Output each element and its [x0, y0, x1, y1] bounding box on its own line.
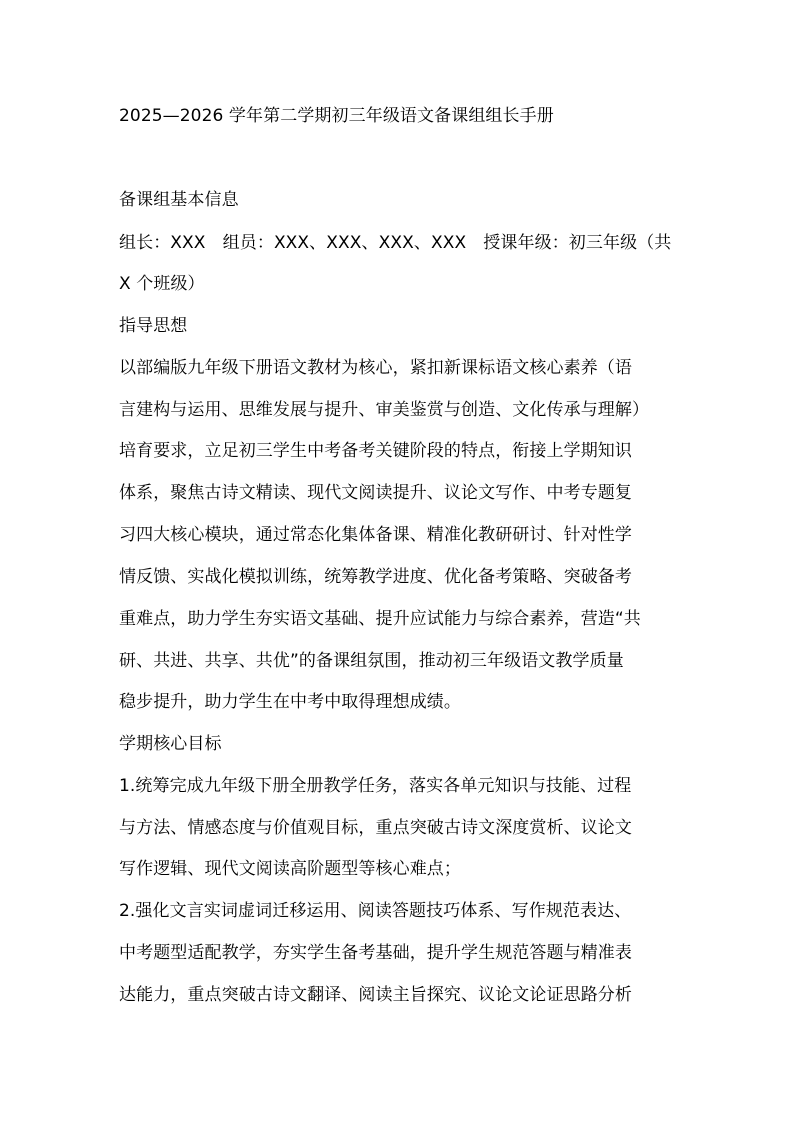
goals-line: 与方法、情感态度与价值观目标，重点突破古诗文深度赏析、议论文 [119, 818, 632, 838]
basic-info-heading: 备课组基本信息 [119, 190, 239, 210]
document-title: 2025—2026 学年第二学期初三年级语文备课组组长手册 [119, 106, 554, 126]
guiding-heading: 指导思想 [119, 316, 188, 336]
basic-info-line: 组长：XXX 组员：XXX、XXX、XXX、XXX 授课年级：初三年级（共 [119, 233, 672, 253]
guiding-line: 言建构与运用、思维发展与提升、审美鉴赏与创造、文化传承与理解） [119, 400, 650, 420]
goals-heading: 学期核心目标 [119, 734, 222, 754]
basic-info-line: X 个班级） [119, 274, 205, 294]
goals-line: 1.统筹完成九年级下册全册教学任务，落实各单元知识与技能、过程 [119, 776, 632, 796]
guiding-line: 以部编版九年级下册语文教材为核心，紧扣新课标语文核心素养（语 [119, 358, 632, 378]
goals-line: 2.强化文言实词虚词迁移运用、阅读答题技巧体系、写作规范表达、 [119, 901, 632, 921]
guiding-line: 稳步提升，助力学生在中考中取得理想成绩。 [119, 692, 461, 712]
guiding-line: 习四大核心模块，通过常态化集体备课、精准化教研研讨、针对性学 [119, 525, 632, 545]
guiding-line: 培育要求，立足初三学生中考备考关键阶段的特点，衔接上学期知识 [119, 441, 632, 461]
goals-line: 中考题型适配教学，夯实学生备考基础，提升学生规范答题与精准表 [119, 943, 632, 963]
guiding-line: 体系，聚焦古诗文精读、现代文阅读提升、议论文写作、中考专题复 [119, 483, 632, 503]
guiding-line: 研、共进、共享、共优”的备课组氛围，推动初三年级语文教学质量 [119, 651, 624, 671]
goals-line: 达能力，重点突破古诗文翻译、阅读主旨探究、议论文论证思路分析 [119, 985, 632, 1005]
guiding-line: 重难点，助力学生夯实语文基础、提升应试能力与综合素养，营造“共 [119, 609, 641, 629]
guiding-line: 情反馈、实战化模拟训练，统筹教学进度、优化备考策略、突破备考 [119, 567, 632, 587]
goals-line: 写作逻辑、现代文阅读高阶题型等核心难点； [119, 859, 461, 879]
